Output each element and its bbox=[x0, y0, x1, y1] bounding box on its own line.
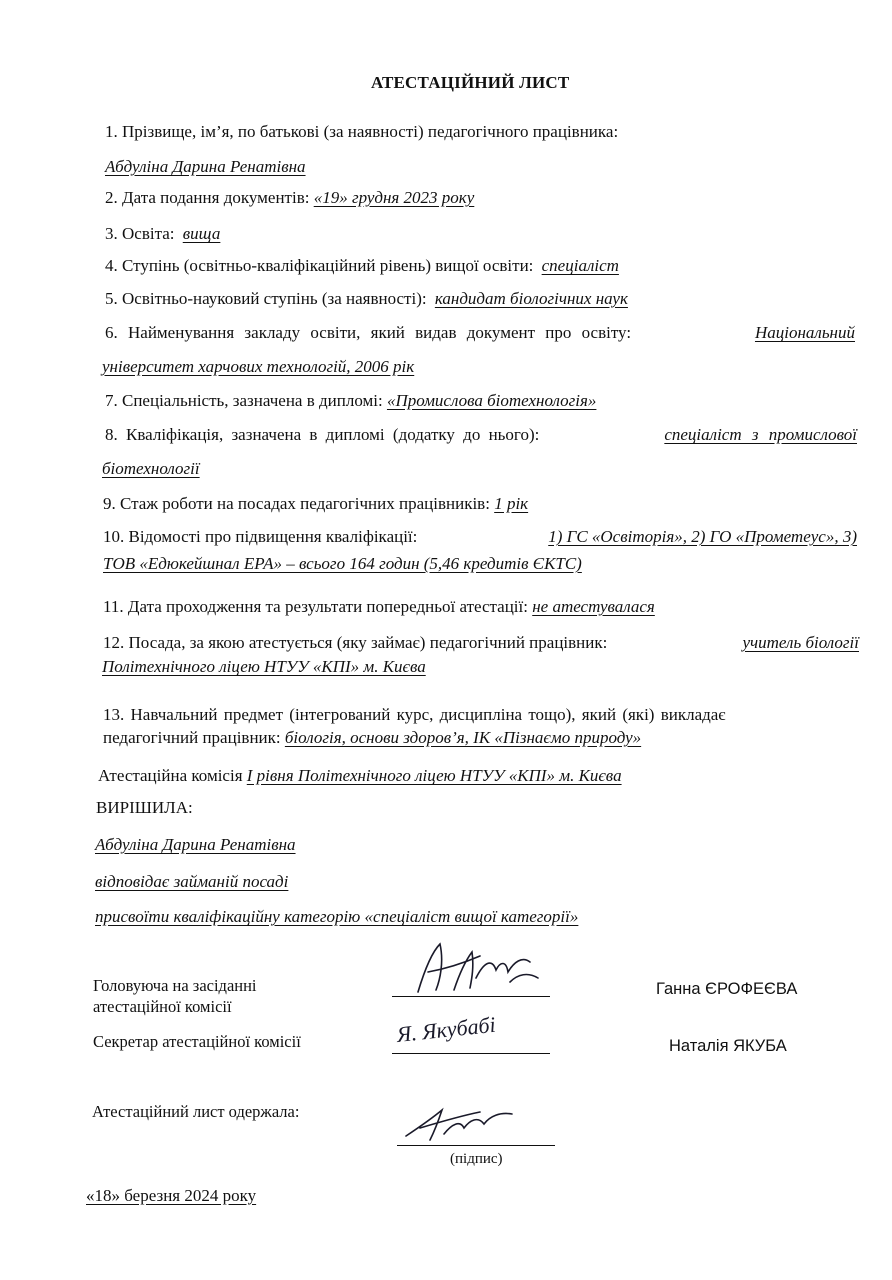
recipient-signature bbox=[400, 1098, 520, 1148]
decision-assign-category: присвоїти кваліфікаційну категорію «спеціаліст вищої категорії» bbox=[95, 907, 579, 926]
secretary-name: Наталія ЯКУБА bbox=[669, 1037, 787, 1055]
item-13-line-2 bbox=[103, 727, 641, 749]
item-12-value-b: Політехнічного ліцею НТУУ «КПІ» м. Києва bbox=[102, 657, 426, 676]
item-11-label: 11. Дата проходження та результати попередньої атестації: bbox=[103, 597, 528, 616]
item-6-line-1 bbox=[105, 322, 855, 344]
item-1-label: 1. Прізвище, ім’я, по батькові (за наявності) педагогічного працівника: bbox=[105, 122, 619, 141]
item-2 bbox=[105, 187, 474, 209]
secretary-label: Секретар атестаційної комісії bbox=[93, 1032, 301, 1051]
chair-label-line-1: Головуюча на засіданні bbox=[93, 976, 257, 995]
item-7-label: 7. Спеціальність, зазначена в дипломі: bbox=[105, 391, 383, 410]
item-13-value: біологія, основи здоров’я, ІК «Пізнаємо природу» bbox=[284, 728, 642, 747]
commission-line bbox=[98, 765, 622, 787]
item-13-label-a: 13. Навчальний предмет (інтегрований курс, дисципліна тощо), який (які) викладає bbox=[103, 705, 726, 724]
item-6-value-b: університет харчових технологій, 2006 рік bbox=[102, 357, 415, 376]
item-12-line-1 bbox=[103, 632, 859, 654]
item-11-value: не атестувалася bbox=[532, 597, 655, 616]
item-3 bbox=[105, 223, 220, 245]
item-10-line-1 bbox=[103, 526, 857, 548]
decision-name: Абдуліна Дарина Ренатівна bbox=[95, 835, 296, 854]
item-5 bbox=[105, 288, 628, 310]
decided-heading: ВИРІШИЛА: bbox=[96, 798, 193, 817]
item-7 bbox=[105, 390, 596, 412]
item-9 bbox=[103, 493, 528, 515]
signature-caption: (підпис) bbox=[450, 1151, 503, 1167]
item-10-label: 10. Відомості про підвищення кваліфікації: bbox=[103, 527, 418, 546]
decision-fits-position: відповідає займаній посаді bbox=[95, 872, 289, 891]
item-9-value: 1 рік bbox=[494, 494, 529, 513]
item-6-value-a: Національний bbox=[754, 323, 855, 342]
item-7-value: «Промислова біотехнологія» bbox=[386, 391, 597, 410]
secretary-signature: Я. Якубабі bbox=[395, 1011, 497, 1047]
item-5-value: кандидат біологічних наук bbox=[434, 289, 628, 308]
document-title: АТЕСТАЦІЙНИЙ ЛИСТ bbox=[371, 73, 570, 92]
item-12-label: 12. Посада, за якою атестується (яку займає) педагогічний працівник: bbox=[103, 633, 608, 652]
item-4 bbox=[105, 255, 619, 277]
commission-value: І рівня Політехнічного ліцею НТУУ «КПІ» м. Києва bbox=[246, 766, 622, 785]
secretary-signature-line bbox=[392, 1053, 550, 1054]
item-3-label: 3. Освіта: bbox=[105, 224, 175, 243]
item-11 bbox=[103, 596, 655, 618]
item-12-value-a: учитель біології bbox=[742, 633, 859, 652]
chair-label-line-2: атестаційної комісії bbox=[93, 997, 232, 1016]
item-10-value-a: 1) ГС «Освіторія», 2) ГО «Прометеус», 3) bbox=[548, 527, 857, 546]
item-8-label: 8. Кваліфікація, зазначена в дипломі (додатку до нього): bbox=[105, 425, 540, 444]
item-3-value: вища bbox=[182, 224, 221, 243]
chair-name: Ганна ЄРОФЕЄВА bbox=[656, 980, 798, 998]
item-4-value: спеціаліст bbox=[541, 256, 619, 275]
item-4-label: 4. Ступінь (освітньо-кваліфікаційний рівень) вищої освіти: bbox=[105, 256, 534, 275]
item-5-label: 5. Освітньо-науковий ступінь (за наявності): bbox=[105, 289, 427, 308]
document-date: «18» березня 2024 року bbox=[86, 1186, 257, 1205]
item-2-value: «19» грудня 2023 року bbox=[313, 188, 475, 207]
item-10-value-b: ТОВ «Едюкейшнал ЕРА» – всього 164 годин (5,46 кредитів ЄКТС) bbox=[103, 554, 582, 573]
commission-label: Атестаційна комісія bbox=[98, 766, 243, 785]
item-1-value: Абдуліна Дарина Ренатівна bbox=[105, 157, 306, 176]
item-8-value-b: біотехнології bbox=[102, 459, 200, 478]
item-2-label: 2. Дата подання документів: bbox=[105, 188, 310, 207]
item-9-label: 9. Стаж роботи на посадах педагогічних працівників: bbox=[103, 494, 490, 513]
chair-signature bbox=[410, 932, 550, 1002]
item-8-value-a: спеціаліст з промислової bbox=[664, 425, 857, 444]
item-6-label: 6. Найменування закладу освіти, який видав документ про освіту: bbox=[105, 323, 632, 342]
item-13-label-b: педагогічний працівник: bbox=[103, 728, 281, 747]
received-label: Атестаційний лист одержала: bbox=[92, 1102, 300, 1121]
item-8-line-1 bbox=[105, 424, 857, 446]
